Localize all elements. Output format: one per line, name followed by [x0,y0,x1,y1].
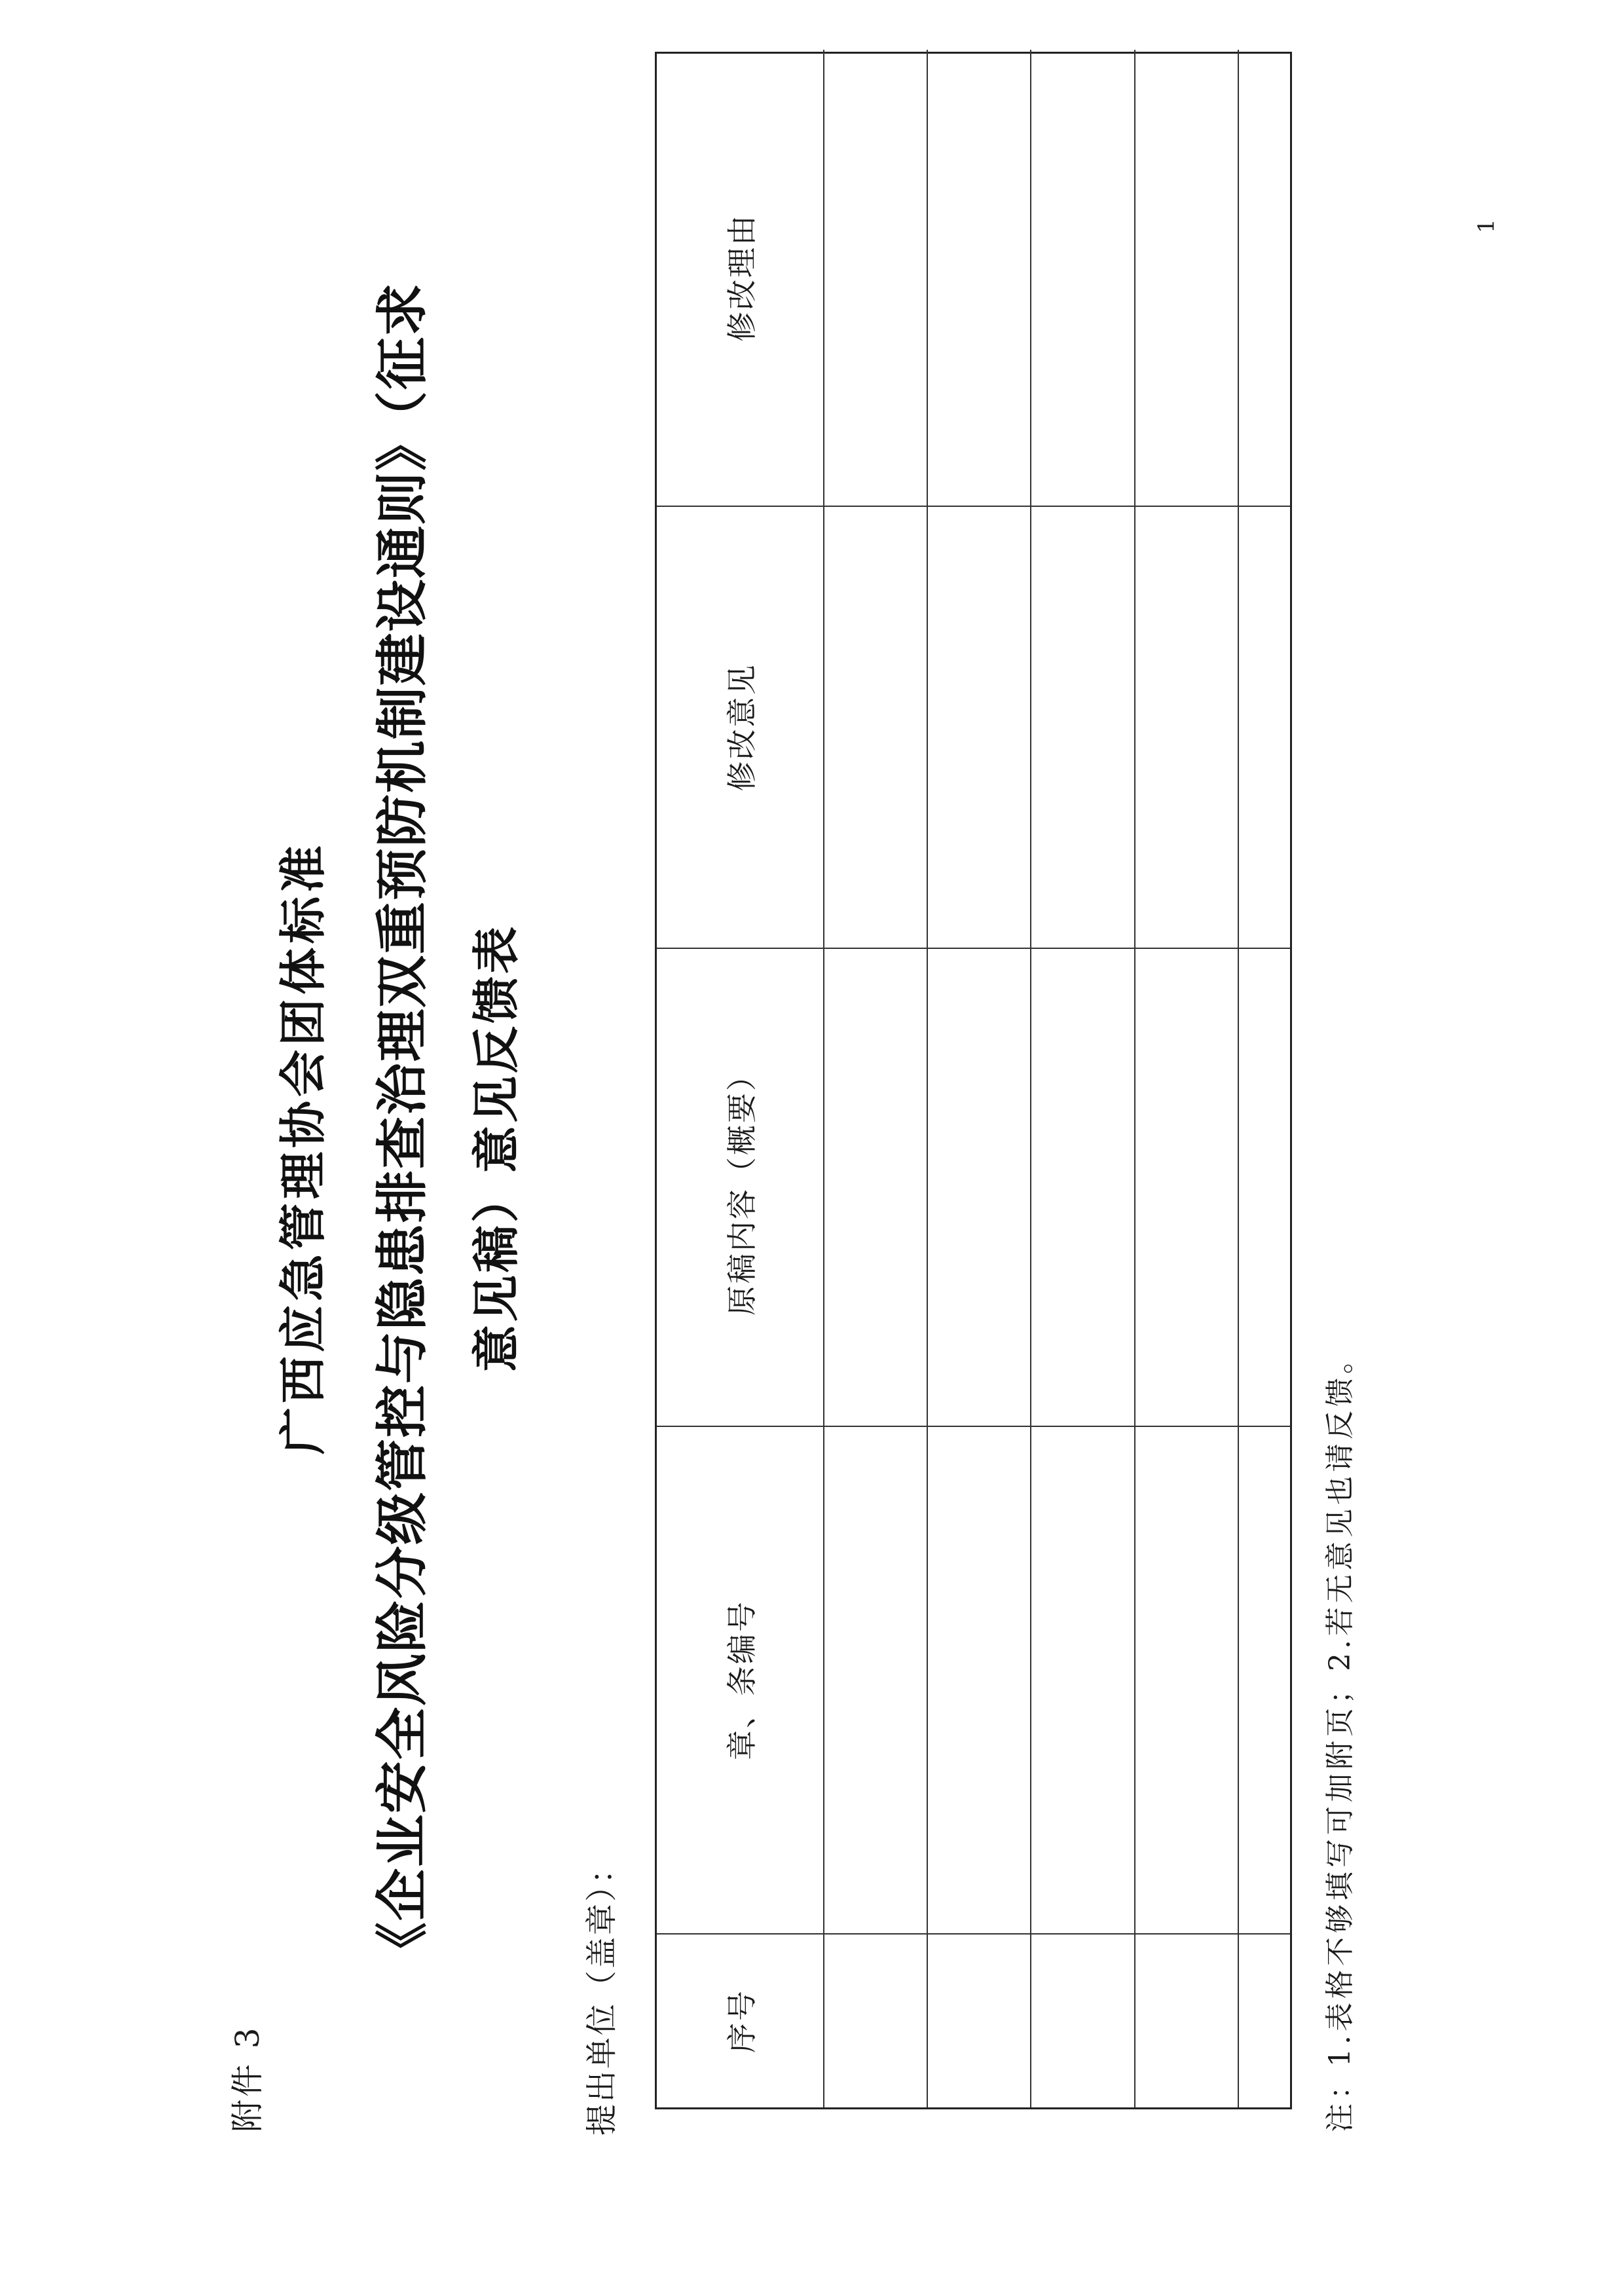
feedback-table [655,52,1292,2109]
cell-no[interactable] [927,1934,1031,2107]
title-line-2: 《企业安全风险分级管控与隐患排查治理双重预防机制建设通则》（征求 [372,282,433,1974]
cell-opinion[interactable] [824,506,927,948]
cell-reason[interactable] [1238,50,1290,506]
cell-no[interactable] [1238,1934,1290,2107]
cell-opinion[interactable] [1238,506,1290,948]
cell-clause[interactable] [1031,1426,1134,1934]
header-revision-reason: 修改理由 [657,50,824,506]
table-row[interactable] [927,50,1031,2107]
submitting-unit-label: 提出单位（盖章）： [583,1850,620,2136]
cell-clause[interactable] [824,1426,927,1934]
title-line-1: 广西应急管理协会团体标准 [276,842,331,1455]
cell-opinion[interactable] [1031,506,1134,948]
cell-reason[interactable] [1135,50,1238,506]
cell-reason[interactable] [927,50,1031,506]
cell-original[interactable] [1031,948,1134,1426]
page-number: 1 [1473,219,1500,233]
cell-clause[interactable] [927,1426,1031,1934]
cell-no[interactable] [1135,1934,1238,2107]
cell-opinion[interactable] [927,506,1031,948]
header-revision-opinion: 修改意见 [657,506,824,948]
table-header-row [657,50,824,2107]
cell-clause[interactable] [1135,1426,1238,1934]
cell-original[interactable] [1135,948,1238,1426]
table-row[interactable] [1135,50,1238,2107]
header-original-content: 原稿内容（概要） [657,948,824,1426]
header-clause-number: 章、条编号 [657,1426,824,1934]
attachment-label: 附件 3 [229,2025,267,2132]
cell-opinion[interactable] [1135,506,1238,948]
table-row[interactable] [1031,50,1134,2107]
cell-clause[interactable] [1238,1426,1290,1934]
footnote: 注：1.表格不够填写可加附页；2.若无意见也请反馈。 [1323,1341,1357,2132]
title-line-3: 意见稿）意见反馈表 [469,924,524,1373]
table-row[interactable] [824,50,927,2107]
cell-no[interactable] [1031,1934,1134,2107]
cell-no[interactable] [824,1934,927,2107]
cell-original[interactable] [1238,948,1290,1426]
header-no: 序号 [657,1934,824,2107]
table-row[interactable] [1238,50,1290,2107]
cell-original[interactable] [927,948,1031,1426]
cell-original[interactable] [824,948,927,1426]
cell-reason[interactable] [1031,50,1134,506]
cell-reason[interactable] [824,50,927,506]
